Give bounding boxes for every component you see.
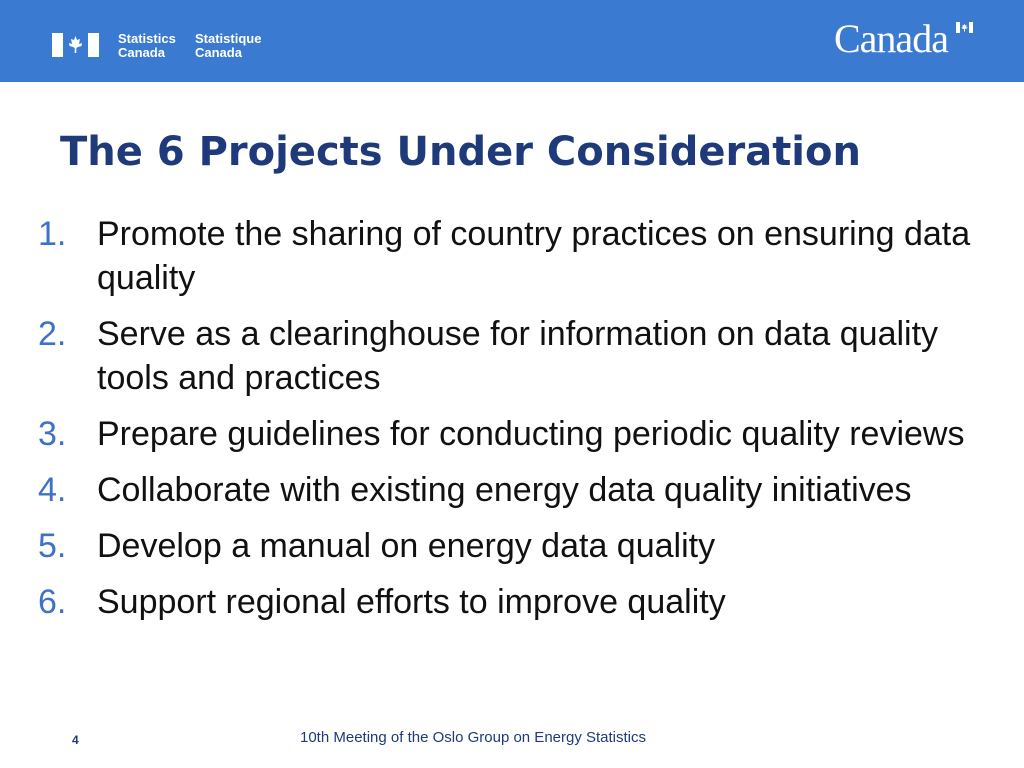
- agency-name-french: Statistique Canada: [195, 31, 262, 60]
- item-number: 4.: [38, 471, 67, 509]
- canada-flag-icon: [52, 33, 99, 57]
- item-number: 2.: [38, 315, 67, 353]
- list-item: [38, 524, 998, 568]
- item-number: 6.: [38, 583, 67, 621]
- page-number: 4: [72, 733, 79, 747]
- slide-title: The 6 Projects Under Consideration: [60, 129, 861, 175]
- footer-caption: 10th Meeting of the Oslo Group on Energy Statistics: [300, 729, 647, 746]
- item-number: 3.: [38, 415, 67, 453]
- wordmark-flag-icon: [956, 22, 973, 33]
- item-text: Prepare guidelines for conducting periodic quality reviews: [97, 415, 965, 453]
- list-item: [38, 312, 998, 400]
- list-item: [38, 468, 998, 512]
- list-item: [38, 580, 998, 624]
- list-item: [38, 412, 998, 456]
- canada-wordmark: Canada: [834, 16, 948, 61]
- list-item: [38, 212, 998, 300]
- item-text: Develop a manual on energy data quality: [97, 527, 716, 565]
- item-text: Support regional efforts to improve quality: [97, 583, 726, 621]
- item-text: Promote the sharing of country practices on ensuring data quality: [97, 215, 971, 297]
- project-list: [38, 212, 998, 636]
- item-number: 5.: [38, 527, 67, 565]
- item-number: 1.: [38, 215, 67, 253]
- header-bar: [0, 0, 1024, 82]
- item-text: Collaborate with existing energy data quality initiatives: [97, 471, 912, 509]
- item-text: Serve as a clearinghouse for information on data quality tools and practices: [97, 315, 939, 397]
- agency-name-english: Statistics Canada: [118, 31, 176, 60]
